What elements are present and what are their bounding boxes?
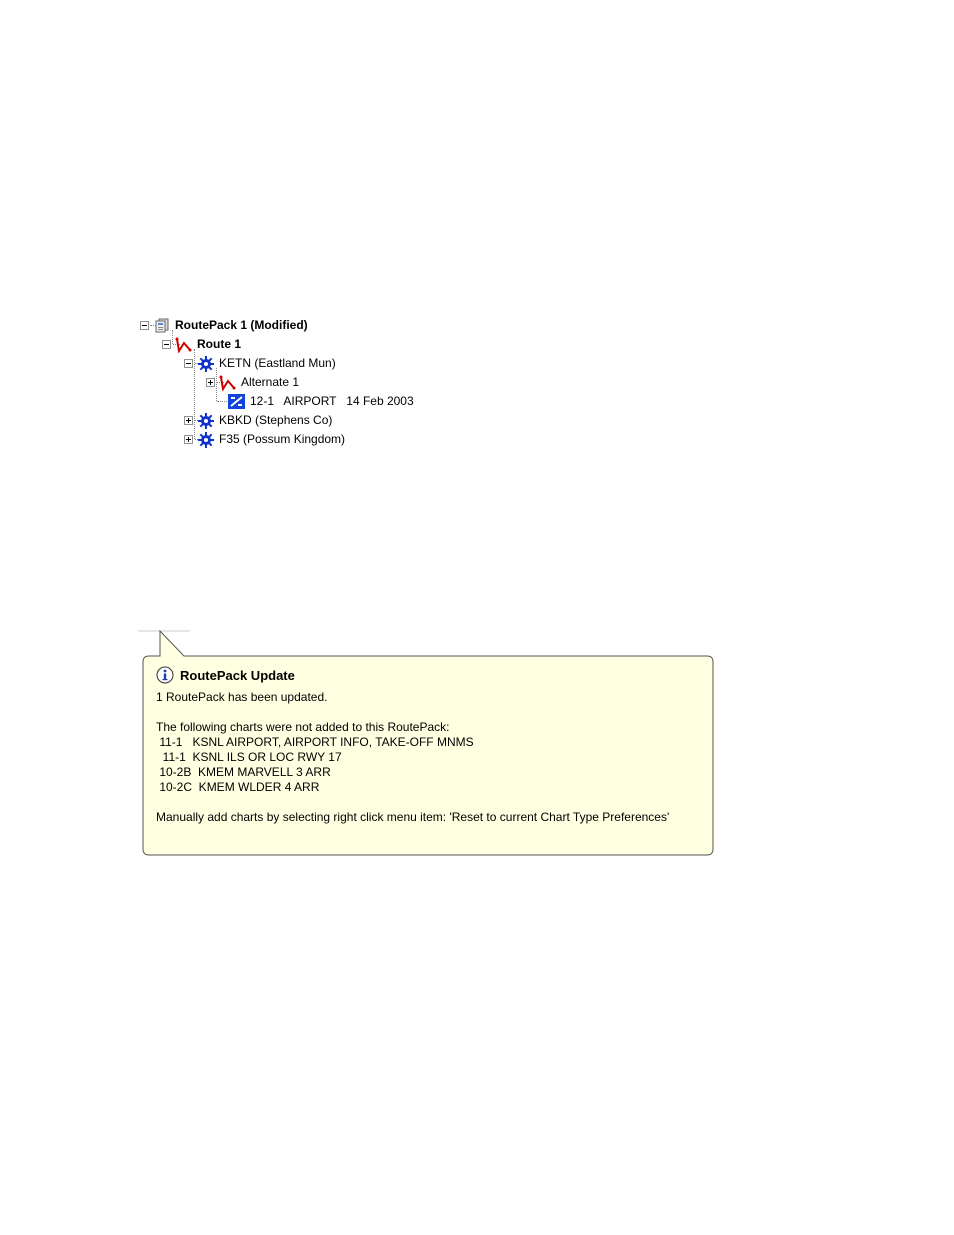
balloon-title-row xyxy=(156,666,706,684)
route-label: Route 1 xyxy=(197,337,242,351)
tree-item-airport-ketn[interactable] xyxy=(184,354,336,373)
tree-item-chart[interactable] xyxy=(228,392,414,411)
balloon-content xyxy=(156,666,706,825)
tree-item-route[interactable] xyxy=(162,335,241,354)
collapse-toggle[interactable] xyxy=(162,340,171,349)
tree-item-airport-f35[interactable] xyxy=(184,430,345,449)
gear-icon xyxy=(197,413,215,429)
expand-toggle[interactable] xyxy=(184,416,193,425)
chart-list-item: 11-1 KSNL ILS OR LOC RWY 17 xyxy=(156,750,342,764)
balloon-message: 1 RoutePack has been updated. xyxy=(156,690,328,704)
tree-line xyxy=(217,401,227,402)
gear-icon xyxy=(197,432,215,448)
airport-label: KBKD (Stephens Co) xyxy=(219,413,333,427)
collapse-toggle[interactable] xyxy=(184,359,193,368)
airport-label: F35 (Possum Kingdom) xyxy=(219,432,346,446)
route-icon xyxy=(219,375,237,391)
balloon-footer: Manually add charts by selecting right click menu item: 'Reset to current Chart Type Preferences' xyxy=(156,810,670,824)
chart-list-item: 11-1 KSNL AIRPORT, AIRPORT INFO, TAKE-OFF MNMS xyxy=(156,735,474,749)
tree-item-alternate[interactable] xyxy=(206,373,299,392)
chart-label: 12-1 AIRPORT 14 Feb 2003 xyxy=(250,394,414,408)
balloon-intro: The following charts were not added to this RoutePack: xyxy=(156,720,450,734)
chart-icon xyxy=(228,394,246,410)
routepack-icon xyxy=(153,318,171,334)
expand-toggle[interactable] xyxy=(184,435,193,444)
routepack-update-balloon[interactable] xyxy=(138,628,718,860)
alternate-label: Alternate 1 xyxy=(241,375,300,389)
tree-item-routepack[interactable] xyxy=(140,316,308,335)
info-icon xyxy=(156,666,174,684)
tree-item-airport-kbkd[interactable] xyxy=(184,411,332,430)
expand-toggle[interactable] xyxy=(206,378,215,387)
chart-list-item: 10-2C KMEM WLDER 4 ARR xyxy=(156,780,320,794)
gear-icon xyxy=(197,356,215,372)
chart-list-item: 10-2B KMEM MARVELL 3 ARR xyxy=(156,765,331,779)
route-icon xyxy=(175,337,193,353)
routepack-tree xyxy=(140,316,460,456)
routepack-label: RoutePack 1 (Modified) xyxy=(175,318,308,332)
collapse-toggle[interactable] xyxy=(140,321,149,330)
airport-label: KETN (Eastland Mun) xyxy=(219,356,336,370)
balloon-title: RoutePack Update xyxy=(180,667,295,683)
